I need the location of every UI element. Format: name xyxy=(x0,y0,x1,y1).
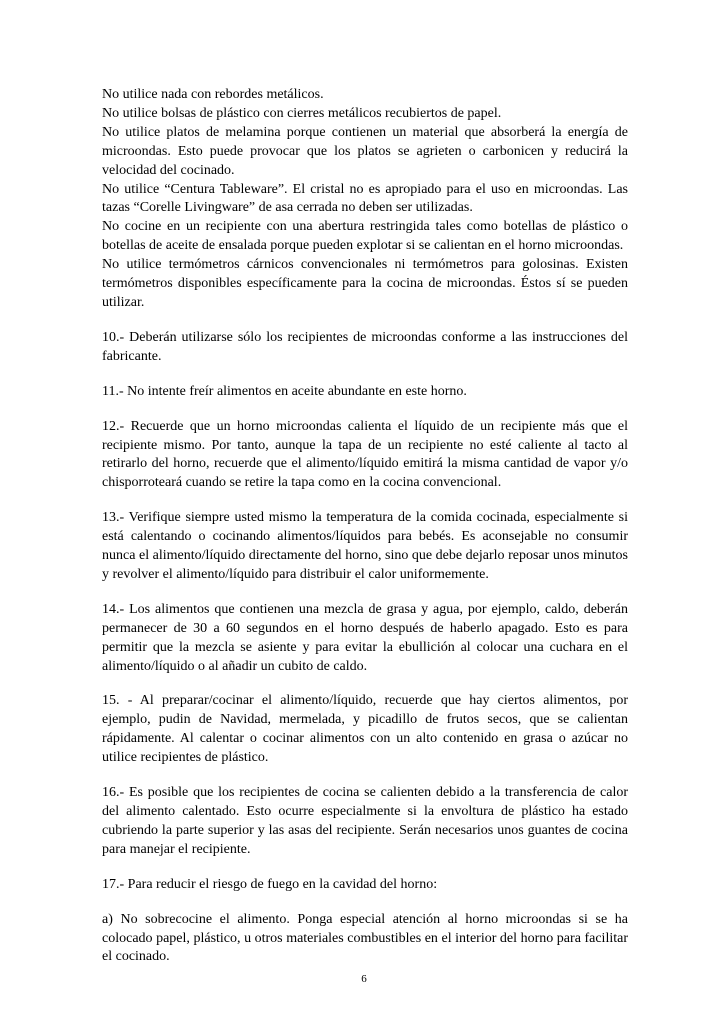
item-16: 16.- Es posible que los recipientes de cocina se calienten debido a la transferencia de calor del alimento calentado. Esto ocurre especialmente si la envoltura de plástico ha estado cubriendo la parte superior y las asas del recipiente. Serán necesarios unos guantes de cocina para manejar el recipiente. xyxy=(102,785,628,857)
item-15: 15. - Al preparar/cocinar el alimento/líquido, recuerde que hay ciertos alimentos, por ejemplo, pudin de Navidad, mermelada, y picadillo de frutos secos, que se calientan rápidamente. Al calentar o cocinar alimentos con un alto contenido en grasa o azúcar no utilice recipientes de plástico. xyxy=(102,693,628,766)
warning-thermometers: No utilice termómetros cárnicos convencionales ni termómetros para golosinas. Existen termómetros disponibles específicamente para la cocina de microondas. Éstos sí se pueden utilizar. xyxy=(102,257,628,310)
item-17a: a) No sobrecocine el alimento. Ponga especial atención al horno microondas si se ha colocado papel, plástico, u otros materiales combustibles en el interior del horno para facilitar el cocinado. xyxy=(102,911,628,965)
item-14: 14.- Los alimentos que contienen una mezcla de grasa y agua, por ejemplo, caldo, deberán permanecer de 30 a 60 segundos en el horno después de haberlo apagado. Esto es para permitir que la mezcla se asiente y para evitar la ebullición al colocar una cuchara en el alimento/líquido o al añadir un cubito de caldo. xyxy=(102,601,628,674)
warning-centura: No utilice “Centura Tableware”. El cristal no es apropiado para el uso en microondas. Las tazas “Corelle Livingware” de asa cerrada no deben ser utilizadas. xyxy=(102,181,628,216)
warning-plastic-bags: No utilice bolsas de plástico con cierres metálicos recubiertos de papel. xyxy=(102,105,502,121)
item-17: 17.- Para reducir el riesgo de fuego en la cavidad del horno: xyxy=(102,876,438,892)
item-11: 11.- No intente freír alimentos en aceite abundante en este horno. xyxy=(102,383,467,399)
document-page xyxy=(102,86,628,967)
warning-restricted-opening: No cocine en un recipiente con una abertura restringida tales como botellas de plástico o botellas de aceite de ensalada porque pueden explotar si se calientan en el horno microondas. xyxy=(102,219,628,254)
warning-metal-rims: No utilice nada con rebordes metálicos. xyxy=(102,87,324,102)
item-10: 10.- Deberán utilizarse sólo los recipientes de microondas conforme a las instrucciones del fabricante. xyxy=(102,329,628,364)
warnings-block xyxy=(102,86,628,313)
page-number: 6 xyxy=(361,973,367,985)
item-13: 13.- Verifique siempre usted mismo la temperatura de la comida cocinada, especialmente si está calentando o cocinando alimentos/líquidos para bebés. Es aconsejable no consumir nunca el alimento/líquido directamente del horno, sino que debe dejarlo reposar unos minutos y revolver el alimento/líquido para distribuir el calor uniformemente. xyxy=(102,510,628,582)
warning-melamine: No utilice platos de melamina porque contienen un material que absorberá la energía de microondas. Esto puede provocar que los platos se agrieten o carbonicen y reducirá la velocidad del cocinado. xyxy=(102,124,628,178)
item-12: 12.- Recuerde que un horno microondas calienta el líquido de un recipiente más que el recipiente mismo. Por tanto, aunque la tapa de un recipiente no esté caliente al tacto al retirarlo del horno, recuerde que el alimento/líquido emitirá la misma cantidad de vapor y/o chisporroteará cuando se retire la tapa como en la cocina convencional. xyxy=(102,418,628,491)
